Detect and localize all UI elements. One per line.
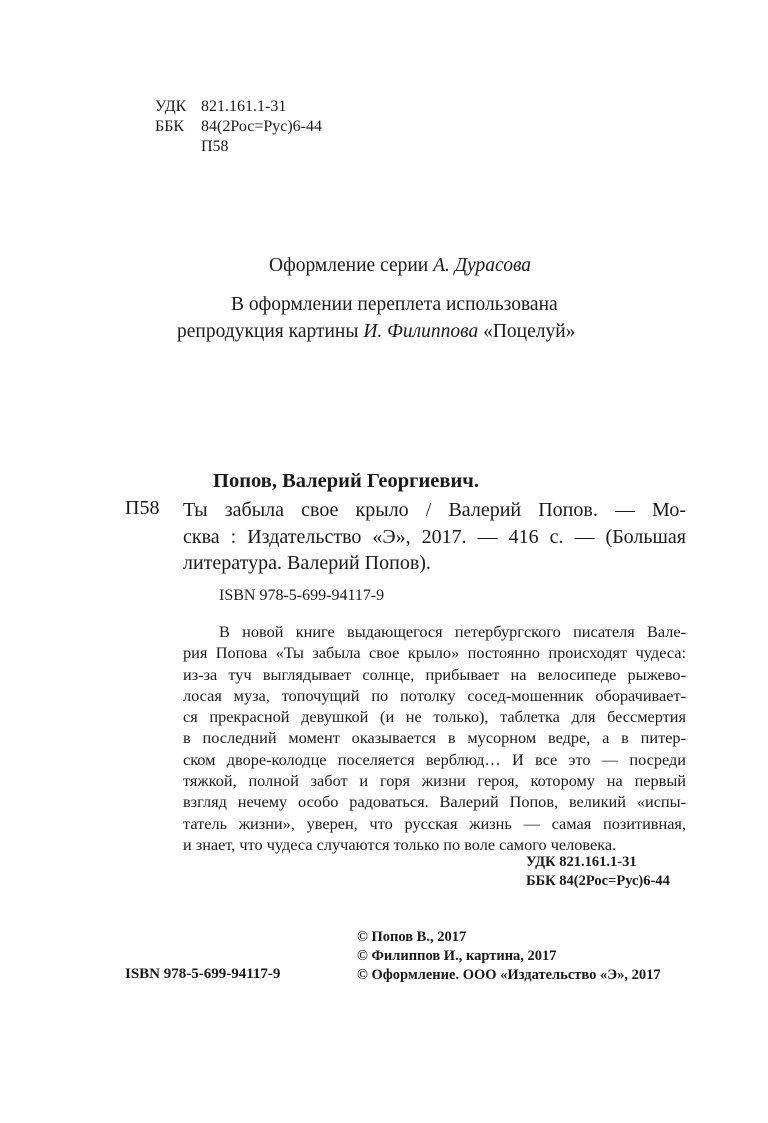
author-sign-row: [155, 137, 322, 157]
classification-block: [526, 853, 670, 891]
painting-title: «Поцелуй»: [483, 321, 576, 342]
entry-line-2: сква : Издательство «Э», 2017. — 416 с. — (Большая: [183, 525, 686, 548]
series-designer-name: А. Дурасова: [433, 255, 532, 276]
series-design-prefix: Оформление серии: [269, 255, 429, 276]
udk-block: [155, 97, 322, 157]
entry-line-1: Ты забыла свое крыло / Валерий Попов. — Мо-: [183, 499, 686, 521]
copyright-line: © Оформление. ООО «Издательство «Э», 2017: [357, 967, 661, 983]
classification-udk: УДК 821.161.1-31: [526, 854, 637, 870]
entry-line-3: литература. Валерий Попов).: [183, 552, 431, 574]
copyright-line: © Попов В., 2017: [357, 929, 467, 945]
annotation-line-8: тяжкой, полной забот и горя жизни героя, которому на первый: [183, 771, 686, 791]
bbk-row: [155, 117, 322, 137]
painter-name: И. Филиппова: [363, 321, 479, 342]
binding-credit-line-1: В оформлении переплета использована: [231, 294, 558, 315]
bbk-key: ББК: [155, 118, 185, 135]
udk-row: [155, 97, 322, 117]
entry-description: [183, 497, 686, 577]
annotation-line-7: ском дворе-колодце поселяется верблюд… И все это — посреди: [183, 749, 686, 769]
author-sign-key: [155, 137, 201, 157]
annotation-line-11: и знает, что чудеса случаются только по воле самого человека.: [183, 834, 617, 854]
udk-value: 821.161.1-31: [201, 98, 287, 115]
annotation-line-3: из-за туч выглядывает солнце, прибывает на велосипеде рыжево-: [183, 664, 686, 684]
isbn-bottom: ISBN 978-5-699-94117-9: [125, 966, 281, 982]
udk-key: УДК: [155, 98, 187, 115]
annotation-line-10: татель жизни», уверен, что русская жизнь — самая позитивная,: [183, 813, 686, 833]
binding-credit-prefix: репродукция картины: [177, 321, 359, 342]
annotation-line-9: взгляд нечему особо радоваться. Валерий Попов, великий «испы-: [183, 792, 686, 812]
binding-credit-line-2: [177, 318, 575, 345]
entry-author-sign: П58: [125, 497, 160, 519]
classification-bbk: ББК 84(2Рос=Рус)6-44: [526, 873, 670, 889]
annotation: [183, 621, 686, 855]
bbk-value: 84(2Рос=Рус)6-44: [201, 118, 323, 135]
entry-isbn: ISBN 978-5-699-94117-9: [219, 587, 385, 604]
annotation-line-6: в последний момент оказывается в мусорном ведре, а в питер-: [183, 728, 686, 748]
annotation-line-1: В новой книге выдающегося петербургского писателя Вале-: [219, 622, 686, 641]
annotation-line-2: рия Попова «Ты забыла свое крыло» постоянно происходят чудеса:: [183, 643, 686, 663]
annotation-line-5: ся прекрасной девушкой (и не только), таблетка для бессмертия: [183, 707, 686, 727]
author-sign-value: П58: [201, 138, 229, 155]
series-design-credit: [269, 255, 531, 277]
copyright-line: © Филиппов И., картина, 2017: [357, 948, 557, 964]
entry-author: Попов, Валерий Георгиевич.: [213, 470, 479, 492]
annotation-line-4: лосая муза, топочущий по потолку сосед-мошенник оборачивает-: [183, 685, 686, 705]
copyright-block: [357, 928, 661, 985]
